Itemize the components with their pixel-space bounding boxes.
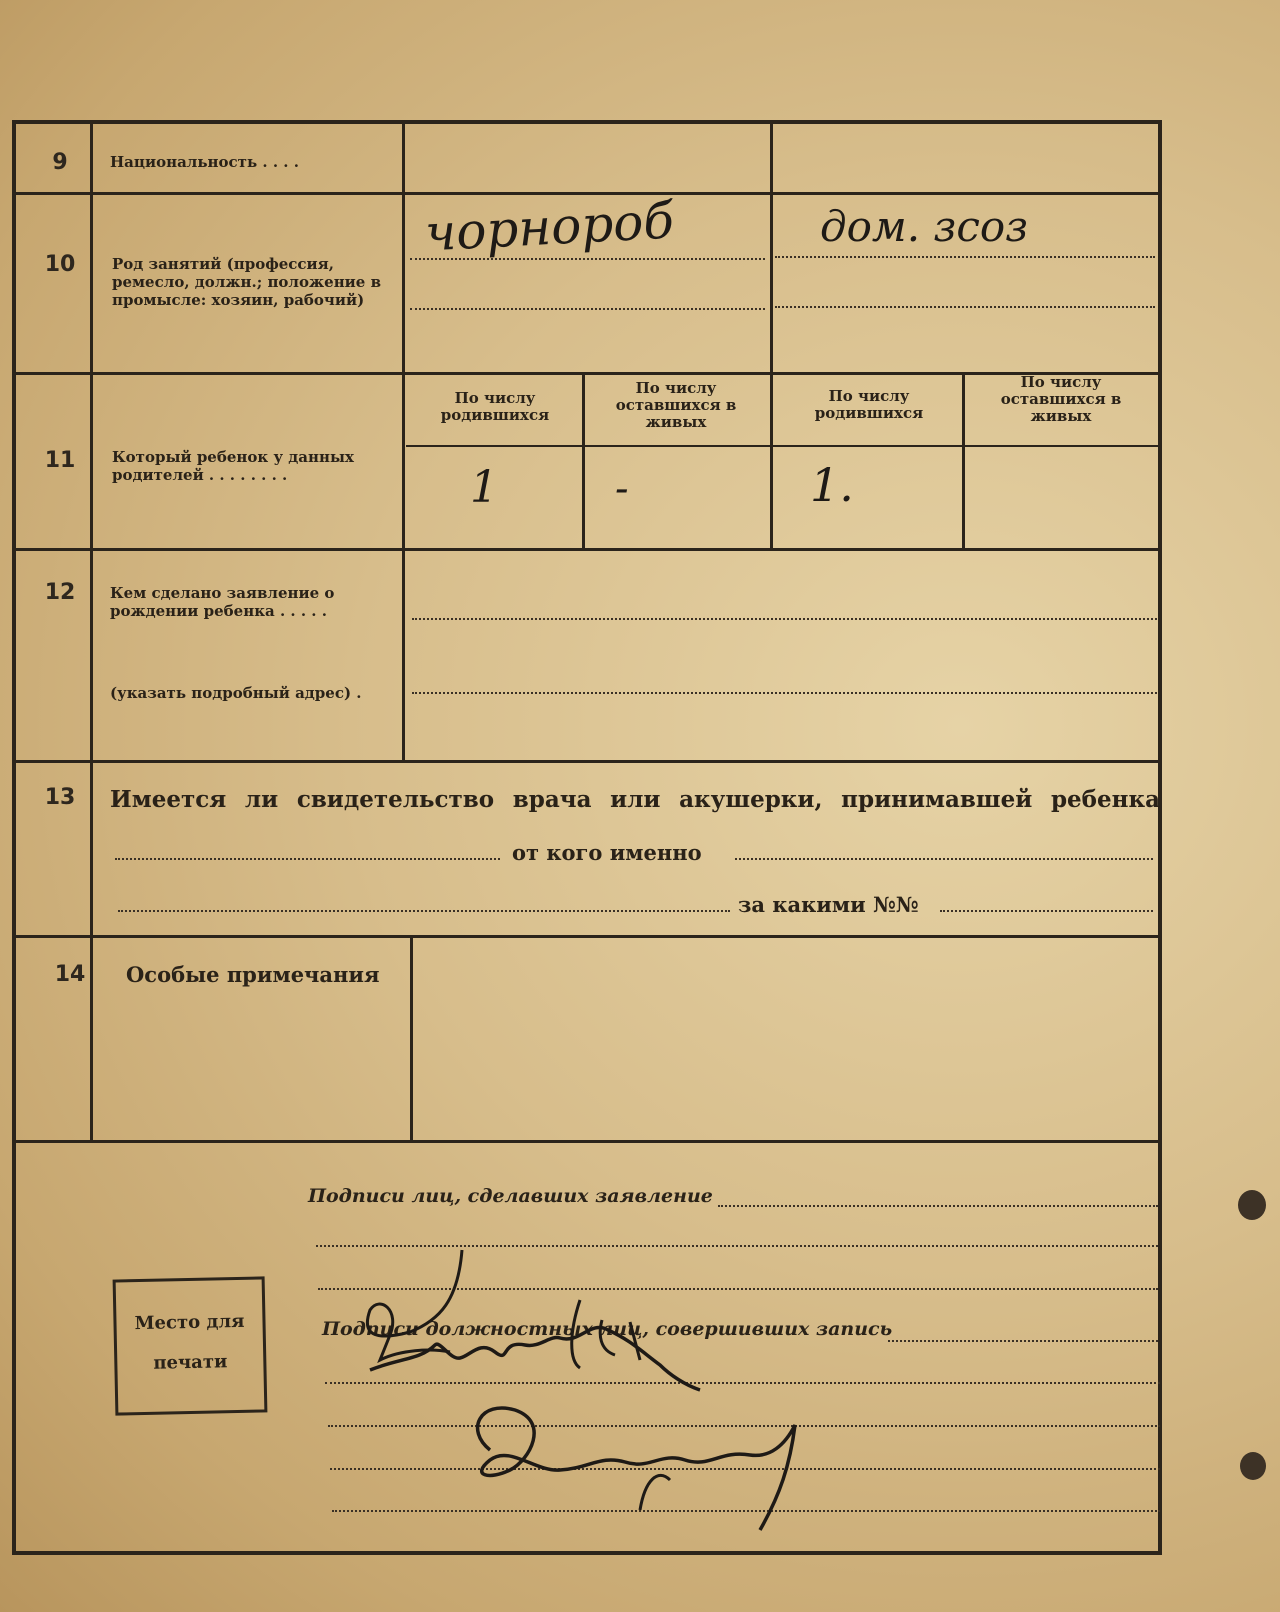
handwritten-alive-father: - (615, 466, 629, 512)
entry-line (412, 618, 1157, 620)
parents-column-divider (770, 120, 773, 548)
row-number-11: 11 (44, 448, 76, 473)
row-number-13: 13 (44, 785, 76, 810)
entry-line (410, 308, 765, 310)
stamp-placeholder: Место для печати (113, 1276, 268, 1415)
handwritten-born-father: 1 (470, 462, 498, 513)
handwritten-signatures (340, 1240, 860, 1570)
officials-signature-label: Подписи должностных лиц, совершивших запись (322, 1318, 893, 1340)
nationality-label: Национальность . . . . (110, 153, 299, 171)
row-divider (12, 1140, 1162, 1143)
row-divider (12, 548, 1162, 551)
born-count-header: По числу родившихся (440, 389, 550, 424)
entry-line (775, 306, 1155, 308)
by-numbers-label: за какими №№ (738, 892, 919, 917)
subcolumn-divider (962, 372, 965, 548)
row-divider (12, 760, 1162, 763)
alive-count-header: По числу оставшихся в живых (1000, 373, 1122, 425)
row-number-14: 14 (54, 962, 86, 987)
declarants-signature-label: Подписи лиц, сделавших заявление (308, 1185, 713, 1207)
row-divider (12, 192, 1162, 195)
child-order-label: Который ребенок у данных родителей . . . . . . . . (112, 448, 354, 484)
punch-hole (1238, 1190, 1266, 1220)
punch-hole (1240, 1452, 1266, 1480)
medical-certificate-question: Имеется ли свидетельство врача или акушерки, принимавшей ребенка (110, 786, 1160, 813)
signature-line (888, 1340, 1158, 1342)
handwritten-occupation-mother: дом. зсоз (820, 202, 1029, 251)
address-label: (указать подробный адрес) . (110, 684, 362, 702)
signature-line (718, 1205, 1158, 1207)
row-number-10: 10 (44, 252, 76, 277)
entry-line (940, 910, 1153, 912)
occupation-label: Род занятий (профессия, ремесло, должн.; положение в промысле: хозяин, рабочий) (112, 255, 381, 309)
declarant-label: Кем сделано заявление о рождении ребенка . . . . . (110, 584, 335, 620)
row-number-9: 9 (52, 150, 68, 175)
born-count-header: По числу родившихся (814, 387, 924, 422)
handwritten-born-mother: 1. (810, 458, 854, 512)
subheader-divider (406, 445, 1160, 447)
entry-line (412, 692, 1157, 694)
special-notes-label: Особые примечания (126, 962, 380, 987)
entry-line (115, 858, 500, 860)
alive-count-header: По числу оставшихся в живых (615, 379, 737, 431)
label-column-divider (410, 935, 413, 1140)
entry-line (118, 910, 730, 912)
row-number-12: 12 (44, 580, 76, 605)
number-column-divider (90, 120, 93, 1140)
entry-line (775, 256, 1155, 258)
entry-line (735, 858, 1153, 860)
row-divider (12, 935, 1162, 938)
label-column-divider (402, 120, 405, 760)
subcolumn-divider (582, 372, 585, 548)
from-whom-label: от кого именно (512, 840, 702, 865)
handwritten-occupation-father: чорнороб (423, 191, 676, 263)
